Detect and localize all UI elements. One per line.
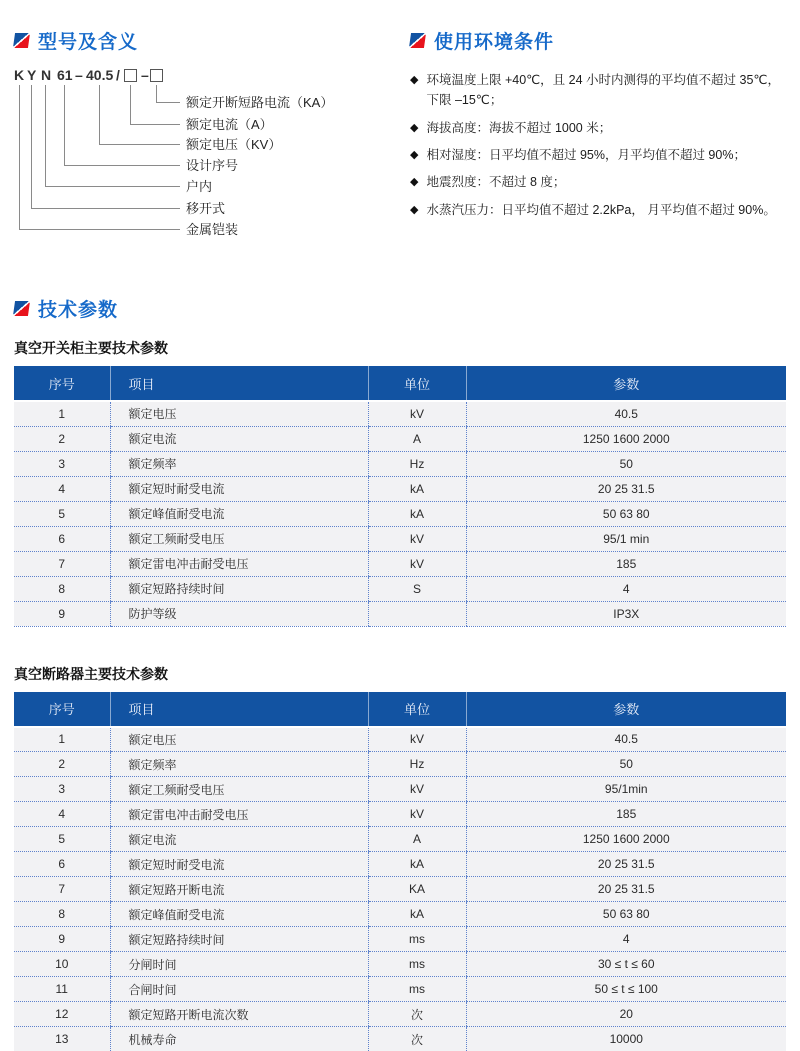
- table-row: [14, 426, 786, 451]
- section-title-text: 技术参数: [38, 300, 119, 321]
- cell-item: 额定短路持续时间: [110, 927, 368, 952]
- cell-no: 7: [14, 551, 110, 576]
- table-row: [14, 551, 786, 576]
- cell-value: 185: [466, 551, 786, 576]
- cell-no: 4: [14, 476, 110, 501]
- section-title-text: 使用环境条件: [434, 32, 555, 53]
- table-row: [14, 451, 786, 476]
- cell-no: 4: [14, 802, 110, 827]
- table-row: [14, 927, 786, 952]
- cell-unit: [368, 601, 466, 626]
- model-code-segment: Y: [27, 67, 37, 83]
- diagram-line-h: [99, 144, 180, 145]
- switchgear-params-subtitle: 真空开关柜主要技术参数: [14, 340, 168, 356]
- diagram-line-h: [45, 186, 180, 187]
- env-item: [410, 145, 786, 165]
- table-row: [14, 1027, 786, 1051]
- cell-unit: kV: [368, 802, 466, 827]
- cell-unit: ms: [368, 927, 466, 952]
- cell-unit: ms: [368, 977, 466, 1002]
- diagram-line-v: [64, 85, 65, 165]
- diagram-line-v: [19, 85, 20, 229]
- env-item-text: 地震烈度：不超过 8 度；: [426, 175, 566, 190]
- cell-item: 合闸时间: [110, 977, 368, 1002]
- cell-value: 4: [466, 576, 786, 601]
- cell-item: 防护等级: [110, 601, 368, 626]
- env-item-text: 环境温度上限 +40℃，且 24 小时内测得的平均值不超过 35℃，下限 –15℃；: [426, 73, 780, 108]
- cell-item: 额定频率: [110, 451, 368, 476]
- cell-value: 95/1min: [466, 777, 786, 802]
- cell-item: 额定峰值耐受电流: [110, 902, 368, 927]
- cell-unit: KA: [368, 877, 466, 902]
- env-item: [410, 118, 786, 138]
- header-cell-item: 项目: [110, 692, 368, 727]
- cell-value: 30 ≤ t ≤ 60: [466, 952, 786, 977]
- cell-unit: 次: [368, 1027, 466, 1051]
- cell-value: 40.5: [466, 727, 786, 752]
- header-cell-unit: 单位: [368, 366, 466, 401]
- cell-value: 95/1 min: [466, 526, 786, 551]
- cell-value: 20 25 31.5: [466, 877, 786, 902]
- cell-no: 9: [14, 601, 110, 626]
- cell-item: 额定短时耐受电流: [110, 476, 368, 501]
- table-row: [14, 576, 786, 601]
- table-row: [14, 977, 786, 1002]
- diagram-label: 户内: [186, 179, 213, 194]
- section-environment: [410, 27, 786, 270]
- header-cell-unit: 单位: [368, 692, 466, 727]
- model-code-segment: 61: [57, 67, 73, 83]
- env-list: [410, 70, 786, 220]
- cell-value: IP3X: [466, 601, 786, 626]
- header-cell-value: 参数: [466, 692, 786, 727]
- cell-no: 3: [14, 777, 110, 802]
- cell-item: 额定短路持续时间: [110, 576, 368, 601]
- table-row: [14, 877, 786, 902]
- cell-no: 2: [14, 426, 110, 451]
- cell-no: 12: [14, 1002, 110, 1027]
- table-row: [14, 727, 786, 752]
- table-row: [14, 827, 786, 852]
- table-row: [14, 526, 786, 551]
- env-item-text: 相对湿度：日平均值不超过 95%，月平均值不超过 90%；: [426, 147, 746, 162]
- header-cell-value: 参数: [466, 366, 786, 401]
- model-diagram: [14, 68, 410, 268]
- box-placeholder-icon: [150, 69, 163, 82]
- cell-no: 11: [14, 977, 110, 1002]
- cell-value: 50 63 80: [466, 902, 786, 927]
- cell-item: 额定电压: [110, 401, 368, 426]
- cell-item: 额定短路开断电流次数: [110, 1002, 368, 1027]
- model-code-segment: K: [14, 67, 25, 83]
- cell-no: 9: [14, 927, 110, 952]
- cell-item: 机械寿命: [110, 1027, 368, 1051]
- diagram-label: 设计序号: [186, 158, 239, 173]
- diagram-label: 金属铠装: [186, 222, 239, 237]
- cell-no: 6: [14, 526, 110, 551]
- cell-no: 3: [14, 451, 110, 476]
- cell-no: 6: [14, 852, 110, 877]
- diamond-bullet-icon: ◆: [410, 176, 419, 189]
- diamond-bullet-icon: ◆: [410, 203, 419, 216]
- cell-unit: kV: [368, 777, 466, 802]
- table-header-row: [14, 692, 786, 727]
- box-placeholder-icon: [124, 69, 137, 82]
- header-cell-no: 序号: [14, 366, 110, 401]
- section-model: [14, 27, 410, 270]
- breaker-params-subtitle: 真空断路器主要技术参数: [14, 665, 168, 682]
- cell-no: 8: [14, 576, 110, 601]
- cell-no: 1: [14, 727, 110, 752]
- diagram-line-h: [19, 229, 180, 230]
- table-row: [14, 501, 786, 526]
- diagram-line-h: [130, 124, 180, 125]
- cell-value: 10000: [466, 1027, 786, 1051]
- cell-value: 4: [466, 927, 786, 952]
- cell-no: 1: [14, 401, 110, 426]
- cell-unit: Hz: [368, 752, 466, 777]
- env-item: [410, 200, 786, 220]
- cell-value: 185: [466, 802, 786, 827]
- table-row: [14, 601, 786, 626]
- cell-no: 10: [14, 952, 110, 977]
- cell-item: 额定工频耐受电压: [110, 526, 368, 551]
- cell-no: 5: [14, 501, 110, 526]
- cell-no: 13: [14, 1027, 110, 1051]
- env-item: [410, 172, 786, 192]
- cell-item: 额定雷电冲击耐受电压: [110, 551, 368, 576]
- section-marker-icon: [13, 33, 30, 48]
- model-code-segment: N: [41, 67, 52, 83]
- diagram-label: 额定开断短路电流（KA）: [186, 95, 334, 110]
- cell-unit: A: [368, 827, 466, 852]
- cell-value: 20 25 31.5: [466, 852, 786, 877]
- cell-item: 额定雷电冲击耐受电压: [110, 802, 368, 827]
- diamond-bullet-icon: ◆: [410, 148, 419, 161]
- cell-unit: 次: [368, 1002, 466, 1027]
- cell-unit: S: [368, 576, 466, 601]
- model-code-segment: –: [141, 67, 149, 83]
- model-section-title: [14, 27, 410, 54]
- table-header-row: [14, 366, 786, 401]
- top-section: [0, 0, 800, 270]
- table-row: [14, 902, 786, 927]
- cell-value: 40.5: [466, 401, 786, 426]
- cell-unit: kA: [368, 852, 466, 877]
- table-row: [14, 476, 786, 501]
- cell-unit: Hz: [368, 451, 466, 476]
- cell-no: 7: [14, 877, 110, 902]
- diagram-label: 额定电压（KV）: [186, 137, 282, 152]
- table-row: [14, 1002, 786, 1027]
- section-title-text: 型号及含义: [38, 32, 139, 53]
- diagram-line-v: [156, 85, 157, 102]
- cell-item: 额定电流: [110, 426, 368, 451]
- cell-item: 额定电压: [110, 727, 368, 752]
- cell-item: 额定短时耐受电流: [110, 852, 368, 877]
- table-row: [14, 802, 786, 827]
- diagram-line-h: [31, 208, 180, 209]
- cell-value: 50 ≤ t ≤ 100: [466, 977, 786, 1002]
- diagram-line-v: [130, 85, 131, 124]
- cell-unit: kV: [368, 526, 466, 551]
- header-cell-no: 序号: [14, 692, 110, 727]
- table-row: [14, 401, 786, 426]
- cell-value: 50: [466, 752, 786, 777]
- env-item-text: 水蒸汽压力：日平均值不超过 2.2kPa， 月平均值不超过 90%。: [426, 202, 776, 217]
- section-marker-icon: [409, 33, 426, 48]
- cell-value: 1250 1600 2000: [466, 827, 786, 852]
- cell-unit: kV: [368, 551, 466, 576]
- cell-item: 分闸时间: [110, 952, 368, 977]
- cell-unit: kV: [368, 727, 466, 752]
- header-cell-item: 项目: [110, 366, 368, 401]
- diagram-line-v: [99, 85, 100, 144]
- table-row: [14, 952, 786, 977]
- cell-unit: kA: [368, 476, 466, 501]
- diagram-line-h: [156, 102, 180, 103]
- model-code-segment: 40.5: [86, 67, 114, 83]
- cell-value: 20 25 31.5: [466, 476, 786, 501]
- cell-item: 额定工频耐受电压: [110, 777, 368, 802]
- cell-item: 额定短路开断电流: [110, 877, 368, 902]
- breaker-params-table: [14, 692, 786, 1051]
- cell-unit: kV: [368, 401, 466, 426]
- cell-value: 50 63 80: [466, 501, 786, 526]
- cell-unit: A: [368, 426, 466, 451]
- diagram-line-h: [64, 165, 180, 166]
- cell-unit: ms: [368, 952, 466, 977]
- diamond-bullet-icon: ◆: [410, 121, 419, 134]
- table-row: [14, 752, 786, 777]
- diagram-line-v: [31, 85, 32, 208]
- env-item-text: 海拔高度：海拔不超过 1000 米；: [426, 120, 612, 135]
- cell-item: 额定电流: [110, 827, 368, 852]
- cell-value: 50: [466, 451, 786, 476]
- environment-section-title: [410, 27, 786, 54]
- switchgear-params-table: [14, 366, 786, 627]
- table-row: [14, 852, 786, 877]
- model-code-segment: /: [116, 67, 120, 83]
- cell-unit: kA: [368, 902, 466, 927]
- env-item: [410, 70, 786, 111]
- diagram-label: 额定电流（A）: [186, 117, 273, 132]
- tech-section-title: [14, 295, 786, 322]
- diamond-bullet-icon: ◆: [410, 74, 419, 86]
- model-code-segment: –: [75, 67, 83, 83]
- section-marker-icon: [13, 301, 30, 316]
- diagram-label: 移开式: [186, 201, 226, 216]
- cell-value: 20: [466, 1002, 786, 1027]
- cell-no: 5: [14, 827, 110, 852]
- cell-value: 1250 1600 2000: [466, 426, 786, 451]
- cell-unit: kA: [368, 501, 466, 526]
- cell-item: 额定峰值耐受电流: [110, 501, 368, 526]
- table-row: [14, 777, 786, 802]
- cell-no: 8: [14, 902, 110, 927]
- cell-no: 2: [14, 752, 110, 777]
- cell-item: 额定频率: [110, 752, 368, 777]
- diagram-line-v: [45, 85, 46, 186]
